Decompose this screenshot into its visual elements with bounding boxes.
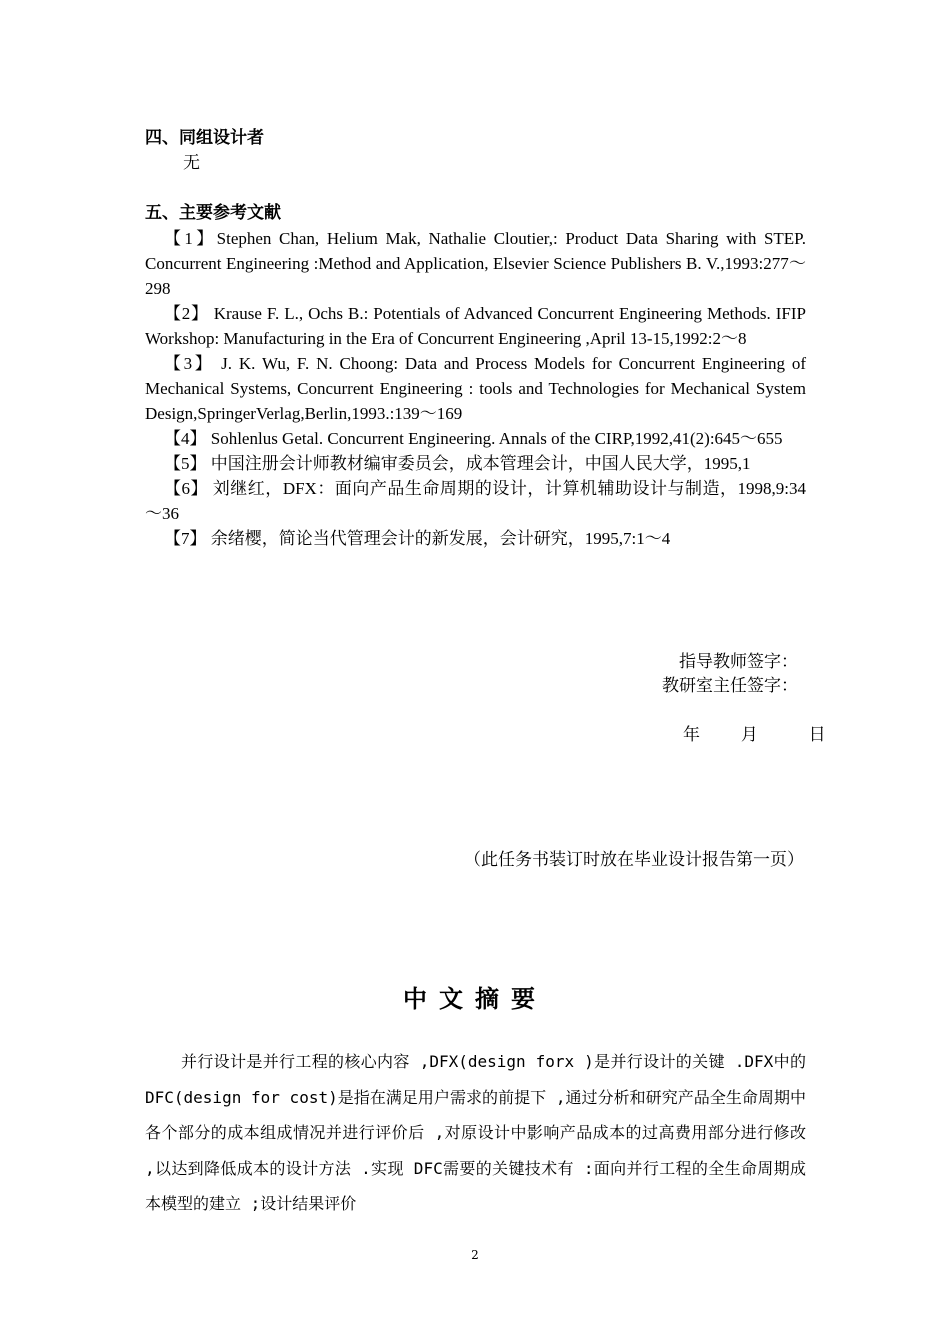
- reference-item: 【2】 Krause F. L., Ochs B.: Potentials of Advanced Concurrent Engineering Methods. IFIP Workshop: Manufacturing in the Era of Concurrent Engineering ,April 13-15,1992:2～8: [145, 304, 806, 348]
- reference-item: 【6】 刘继红，DFX：面向产品生命周期的设计，计算机辅助设计与制造，1998,9:34～36: [145, 479, 806, 523]
- section-heading-references: 五、主要参考文献: [145, 203, 281, 223]
- section-heading-designers: 四、同组设计者: [145, 128, 264, 148]
- reference-item: 【1】Stephen Chan, Helium Mak, Nathalie Cloutier,: Product Data Sharing with STEP. Concurrent Engineering :Method and Application, Elsevier Science Publishers B. V.,1993:277～298: [145, 229, 806, 298]
- date-month-label: 月: [740, 725, 758, 745]
- abstract-title: 中文摘要: [403, 985, 547, 1013]
- date-year-label: 年: [683, 725, 700, 745]
- page-number: 2: [471, 1248, 479, 1262]
- director-signature-label: 教研室主任签字：: [662, 676, 798, 696]
- designers-content: 无: [183, 153, 200, 173]
- signature-date: [683, 723, 826, 747]
- binding-note: （此任务书装订时放在毕业设计报告第一页）: [464, 850, 804, 870]
- reference-item: 【5】 中国注册会计师教材编审委员会，成本管理会计，中国人民大学，1995,1: [164, 454, 751, 473]
- reference-list: [145, 226, 806, 551]
- date-day-label: 日: [808, 725, 826, 745]
- abstract-text: 并行设计是并行工程的核心内容 ,DFX(design forx )是并行设计的关键 .DFX中的 DFC(design for cost)是指在满足用户需求的前提下 ,通过分析和研究产品全生命周期中各个部分的成本组成情况并进行评价后 ,对原设计中影响产品成本的过高费用部分进行修改 ,以达到降低成本的设计方法 .实现 DFC需要的关键技术有 :面向并行工程的全生命周期成本模型的建立 ;设计结果评价: [145, 1052, 806, 1213]
- advisor-signature-label: 指导教师签字：: [679, 652, 798, 672]
- reference-item: 【3】 J. K. Wu, F. N. Choong: Data and Process Models for Concurrent Engineering of Mechanical Systems, Concurrent Engineering : tools and Technologies for Mechanical System Design,SpringerVerlag,Berlin,1993.:139～169: [145, 354, 806, 423]
- reference-item: 【7】 余绪樱，简论当代管理会计的新发展，会计研究，1995,7:1～4: [164, 529, 671, 548]
- reference-item: 【4】 Sohlenlus Getal. Concurrent Engineering. Annals of the CIRP,1992,41(2):645～655: [164, 429, 783, 448]
